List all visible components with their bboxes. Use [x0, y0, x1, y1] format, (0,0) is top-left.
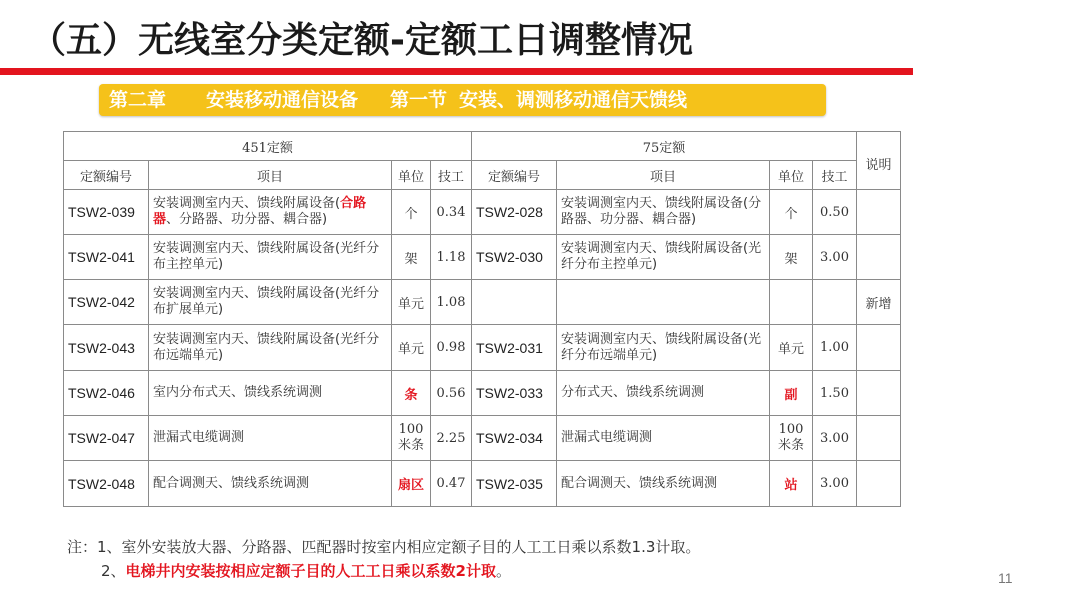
code-451: TSW2-039	[64, 190, 149, 235]
code-451: TSW2-046	[64, 371, 149, 416]
unit-451: 单元	[392, 280, 431, 325]
col-labor-451: 技工	[431, 161, 472, 190]
group-header-451: 451定额	[64, 132, 472, 161]
remark	[857, 416, 901, 461]
item-451: 配合调测天、馈线系统调测	[149, 461, 392, 507]
unit-75: 个	[770, 190, 813, 235]
code-75	[472, 280, 557, 325]
unit-451: 个	[392, 190, 431, 235]
item-75: 泄漏式电缆调测	[557, 416, 770, 461]
item-451-text: 安装调测室内天、馈线附属设备(	[153, 196, 341, 211]
item-451: 安装调测室内天、馈线附属设备(光纤分布主控单元)	[149, 235, 392, 280]
code-75: TSW2-028	[472, 190, 557, 235]
labor-451: 2.25	[431, 416, 472, 461]
unit-75: 站	[770, 461, 813, 507]
labor-451: 0.47	[431, 461, 472, 507]
note-2-prefix: 2、	[101, 562, 126, 580]
labor-451: 0.34	[431, 190, 472, 235]
item-451	[149, 190, 392, 235]
unit-451-unit: 米条	[397, 438, 424, 453]
remark	[857, 461, 901, 507]
col-item-75: 项目	[557, 161, 770, 190]
item-451-highlight: 合路器	[153, 196, 367, 227]
unit-75	[770, 416, 813, 461]
item-451: 安装调测室内天、馈线附属设备(光纤分布远端单元)	[149, 325, 392, 371]
labor-75	[813, 280, 857, 325]
chapter-banner-text	[109, 87, 687, 113]
remark	[857, 325, 901, 371]
code-75: TSW2-031	[472, 325, 557, 371]
labor-75: 1.50	[813, 371, 857, 416]
col-code-75: 定额编号	[472, 161, 557, 190]
table-row	[64, 235, 901, 280]
notes-block	[67, 535, 700, 583]
page-number: 11	[998, 570, 1013, 586]
unit-451: 单元	[392, 325, 431, 371]
col-labor-75: 技工	[813, 161, 857, 190]
unit-451: 条	[392, 371, 431, 416]
labor-75: 1.00	[813, 325, 857, 371]
group-header-75: 75定额	[472, 132, 857, 161]
col-unit-451: 单位	[392, 161, 431, 190]
item-75: 安装调测室内天、馈线附属设备(分路器、功分器、耦合器)	[557, 190, 770, 235]
labor-451: 1.18	[431, 235, 472, 280]
note-2-suffix: 。	[496, 562, 512, 580]
code-75: TSW2-030	[472, 235, 557, 280]
item-451: 安装调测室内天、馈线附属设备(光纤分布扩展单元)	[149, 280, 392, 325]
code-451: TSW2-047	[64, 416, 149, 461]
code-451: TSW2-043	[64, 325, 149, 371]
section-name: 安装、调测移动通信天馈线	[459, 89, 688, 111]
unit-75-unit: 米条	[777, 438, 804, 453]
note-2	[67, 559, 700, 583]
unit-75-qty: 100	[778, 422, 804, 437]
unit-75	[770, 280, 813, 325]
labor-75: 3.00	[813, 235, 857, 280]
page-title: （五）无线室分类定额-定额工日调整情况	[30, 20, 693, 61]
labor-75: 0.50	[813, 190, 857, 235]
item-75: 分布式天、馈线系统调测	[557, 371, 770, 416]
item-75	[557, 280, 770, 325]
table-row	[64, 371, 901, 416]
note-1: 注：1、室外安装放大器、分路器、匹配器时按室内相应定额子目的人工工日乘以系数1.3计取。	[67, 538, 701, 556]
item-75: 配合调测天、馈线系统调测	[557, 461, 770, 507]
remark-header: 说明	[857, 132, 901, 190]
labor-451: 1.08	[431, 280, 472, 325]
labor-75: 3.00	[813, 416, 857, 461]
code-75: TSW2-035	[472, 461, 557, 507]
col-unit-75: 单位	[770, 161, 813, 190]
chapter-label: 第二章	[109, 89, 167, 111]
unit-75: 副	[770, 371, 813, 416]
remark: 新增	[857, 280, 901, 325]
unit-75: 单元	[770, 325, 813, 371]
remark	[857, 235, 901, 280]
item-75: 安装调测室内天、馈线附属设备(光纤分布远端单元)	[557, 325, 770, 371]
col-code-451: 定额编号	[64, 161, 149, 190]
item-75: 安装调测室内天、馈线附属设备(光纤分布主控单元)	[557, 235, 770, 280]
remark	[857, 190, 901, 235]
table-row	[64, 416, 901, 461]
code-451: TSW2-042	[64, 280, 149, 325]
chapter-banner	[99, 84, 826, 116]
col-item-451: 项目	[149, 161, 392, 190]
item-451: 泄漏式电缆调测	[149, 416, 392, 461]
labor-451: 0.56	[431, 371, 472, 416]
section-label: 第一节	[390, 89, 448, 111]
code-75: TSW2-033	[472, 371, 557, 416]
chapter-name: 安装移动通信设备	[206, 89, 359, 111]
table-row	[64, 461, 901, 507]
quota-table	[63, 131, 901, 507]
table-row	[64, 325, 901, 371]
code-451: TSW2-041	[64, 235, 149, 280]
unit-451: 扇区	[392, 461, 431, 507]
item-451-text-rest: 、分路器、功分器、耦合器)	[166, 212, 328, 227]
remark	[857, 371, 901, 416]
note-2-highlight: 电梯井内安装按相应定额子目的人工工日乘以系数2计取	[125, 562, 496, 580]
labor-75: 3.00	[813, 461, 857, 507]
unit-451	[392, 416, 431, 461]
table-row	[64, 190, 901, 235]
title-underline	[0, 68, 913, 75]
unit-451: 架	[392, 235, 431, 280]
unit-451-qty: 100	[398, 422, 424, 437]
code-75: TSW2-034	[472, 416, 557, 461]
table-row	[64, 280, 901, 325]
item-451: 室内分布式天、馈线系统调测	[149, 371, 392, 416]
unit-75: 架	[770, 235, 813, 280]
code-451: TSW2-048	[64, 461, 149, 507]
labor-451: 0.98	[431, 325, 472, 371]
